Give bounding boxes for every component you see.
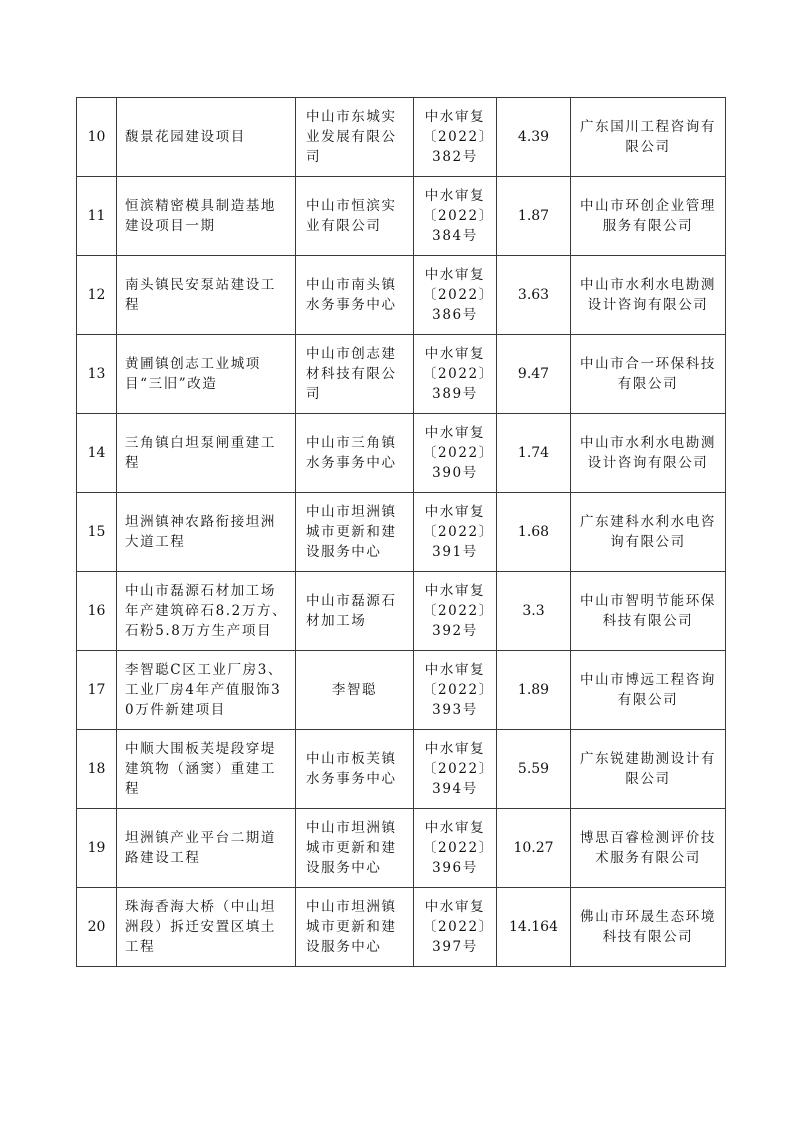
table-row [77,651,726,730]
preparation-firm: 中山市环创企业管理服务有限公司 [571,177,726,256]
preparation-firm: 中山市水利水电勘测设计咨询有限公司 [571,414,726,493]
preparation-firm: 中山市博远工程咨询有限公司 [571,651,726,730]
investment-amount: 3.3 [497,572,571,651]
construction-unit: 中山市创志建材科技有限公司 [296,335,414,414]
row-number: 14 [77,414,117,493]
row-number: 10 [77,98,117,177]
preparation-firm: 博思百睿检测评价技术服务有限公司 [571,809,726,888]
row-number: 20 [77,888,117,967]
table-row [77,414,726,493]
approval-number: 中水审复〔2022〕397号 [414,888,497,967]
investment-amount: 3.63 [497,256,571,335]
construction-unit: 中山市坦洲镇城市更新和建设服务中心 [296,888,414,967]
construction-unit: 中山市磊源石材加工场 [296,572,414,651]
construction-unit: 中山市坦洲镇城市更新和建设服务中心 [296,809,414,888]
approval-number: 中水审复〔2022〕384号 [414,177,497,256]
table-row [77,98,726,177]
row-number: 13 [77,335,117,414]
project-name: 黄圃镇创志工业城项目“三旧”改造 [117,335,296,414]
table-row [77,493,726,572]
row-number: 12 [77,256,117,335]
approval-number: 中水审复〔2022〕390号 [414,414,497,493]
investment-amount: 1.68 [497,493,571,572]
preparation-firm: 广东国川工程咨询有限公司 [571,98,726,177]
row-number: 15 [77,493,117,572]
approval-number: 中水审复〔2022〕396号 [414,809,497,888]
approval-number: 中水审复〔2022〕392号 [414,572,497,651]
row-number: 16 [77,572,117,651]
table-row [77,177,726,256]
construction-unit: 中山市南头镇水务事务中心 [296,256,414,335]
construction-unit: 中山市三角镇水务事务中心 [296,414,414,493]
table-row [77,256,726,335]
table-body [77,98,726,967]
project-approval-table [76,97,726,967]
table-row [77,809,726,888]
preparation-firm: 佛山市环晟生态环境科技有限公司 [571,888,726,967]
investment-amount: 1.89 [497,651,571,730]
approval-number: 中水审复〔2022〕394号 [414,730,497,809]
project-name: 中山市磊源石材加工场年产建筑碎石8.2万方、石粉5.8万方生产项目 [117,572,296,651]
table-row [77,572,726,651]
table-row [77,730,726,809]
row-number: 19 [77,809,117,888]
preparation-firm: 广东建科水利水电咨询有限公司 [571,493,726,572]
preparation-firm: 中山市合一环保科技有限公司 [571,335,726,414]
table-row [77,888,726,967]
preparation-firm: 中山市水利水电勘测设计咨询有限公司 [571,256,726,335]
project-name: 李智聪C区工业厂房3、工业厂房4年产值服饰30万件新建项目 [117,651,296,730]
project-name: 中顺大围板芙堤段穿堤建筑物（涵窦）重建工程 [117,730,296,809]
project-name: 恒滨精密模具制造基地建设项目一期 [117,177,296,256]
investment-amount: 9.47 [497,335,571,414]
project-name: 坦洲镇产业平台二期道路建设工程 [117,809,296,888]
approval-number: 中水审复〔2022〕389号 [414,335,497,414]
construction-unit: 中山市东城实业发展有限公司 [296,98,414,177]
project-name: 三角镇白坦泵闸重建工程 [117,414,296,493]
row-number: 17 [77,651,117,730]
investment-amount: 14.164 [497,888,571,967]
approval-number: 中水审复〔2022〕391号 [414,493,497,572]
project-name: 南头镇民安泵站建设工程 [117,256,296,335]
investment-amount: 1.87 [497,177,571,256]
table-row [77,335,726,414]
investment-amount: 4.39 [497,98,571,177]
approval-number: 中水审复〔2022〕382号 [414,98,497,177]
row-number: 11 [77,177,117,256]
approval-number: 中水审复〔2022〕393号 [414,651,497,730]
project-name: 珠海香海大桥（中山坦洲段）拆迁安置区填土工程 [117,888,296,967]
project-name: 坦洲镇神农路衔接坦洲大道工程 [117,493,296,572]
preparation-firm: 广东锐建勘测设计有限公司 [571,730,726,809]
approval-number: 中水审复〔2022〕386号 [414,256,497,335]
investment-amount: 1.74 [497,414,571,493]
construction-unit: 中山市坦洲镇城市更新和建设服务中心 [296,493,414,572]
construction-unit: 中山市板芙镇水务事务中心 [296,730,414,809]
construction-unit: 李智聪 [296,651,414,730]
investment-amount: 10.27 [497,809,571,888]
construction-unit: 中山市恒滨实业有限公司 [296,177,414,256]
project-name: 馥景花园建设项目 [117,98,296,177]
row-number: 18 [77,730,117,809]
preparation-firm: 中山市智明节能环保科技有限公司 [571,572,726,651]
investment-amount: 5.59 [497,730,571,809]
